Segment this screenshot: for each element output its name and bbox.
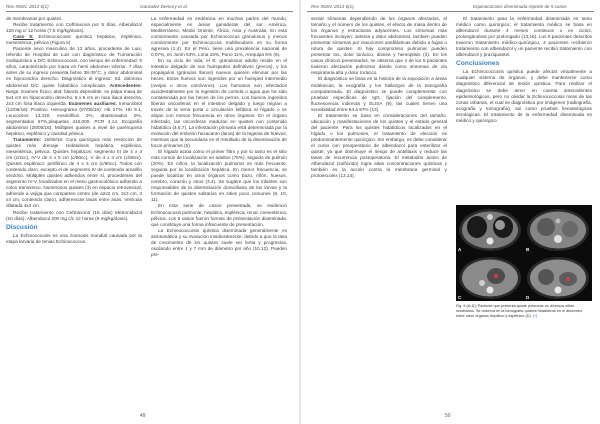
paragraph <box>6 46 142 137</box>
right-page <box>301 0 600 424</box>
paragraph: La Echinococosis es una zoonosis mundial causada por la etapa larvaria de tenias Echinococcus. <box>6 232 142 244</box>
ct-image-c[interactable] <box>456 253 524 301</box>
running-header-left: Rev INSN. 2013 6(1) <box>311 4 354 9</box>
ct-image-a[interactable] <box>456 205 524 253</box>
antecedentes-text: Niega. Examen físico: abd: blando depresible, se palpa masa de 5x4 cm en hipocondrio derecho, 6 x 5 cm en fosa iliaca derecha, 2x3 cm fosa iliaca izquierda. <box>6 88 142 106</box>
ct-image-grid <box>456 205 592 301</box>
running-header-title: Equinococosis diseminada reporte de 5 casos <box>473 4 567 9</box>
figure-label-a: A <box>458 247 462 252</box>
figure-label-c: C <box>458 295 462 300</box>
ct-image-d[interactable] <box>524 253 592 301</box>
paragraph: El tratamiento para la enfermedad diseminada es tanto médico como quirúrgico; el tratamiento médico se basa en albendazol durante 4 meses continuos o en ciclos, prolongándose por prolongado (13,16). Los 5 pacientes descritos tuvieron tratamiento médico-quirúrgico, 4 pacientes recibieron tratamiento con albendazol y un paciente recibió tratamiento con albendazol y praziquantel. <box>456 16 592 58</box>
paragraph: El hígado actúa como el primer filtro y por lo tanto es el sitio más común de localización en adultos (75%), seguido de pulmón (20%). En niños, la localización pulmonar es más frecuente, seguida por la localización hepática. En menor frecuencia, se puede localizar en otros órganos como bazo, riñón, huesos, cerebro, corazón y otros (3,4). Se sugiere que los infantes son responsables de la diseminación domiciliaria de las larvas y la formación de quistes solitarios en sitios poco comunes (8, 10, 11). <box>151 149 287 203</box>
case-description: Paciente sexo masculino de 13 años, procedente de Luis, referido de Hospital de Luis con diagnóstico de Tumoración multiquística a D/C Echinococosis, con tiempo de enfermedad: 9 años, caracterizado por masa en hemi abdomen inferior. 7 días antes de su ingreso presenta fiebre 38-39°C, y dolor abdominal en hipocondrio derecho. Diagnóstico al ingreso: Sd. doloroso abdominal D/C quiste hidatídico complicado. <box>6 46 142 88</box>
antecedentes-label: Antecedentes: <box>109 82 142 88</box>
paragraph: Recibe tratamiento con Ceftriaxona (16 días) Metronidazol (10 días), Albendazol 200 mg c/c 12 horas (9 mg/kg/dosis). <box>6 209 142 221</box>
running-header-left: Rev INSN. 2013 6(1) <box>6 4 49 9</box>
paragraph: En esta serie de casos presentada, se evidenció Echinococosis pulmonar, hepática, esplénica, renal, mesentérica, pélvica. Los 5 casos fueron formas de presentación diseminada, que constituye una forma infrecuente de presentación. <box>151 203 287 227</box>
section-heading-discusion: Discusión <box>6 223 38 231</box>
header-rule <box>6 11 293 12</box>
paragraph: de membranas por quistes. <box>6 16 63 21</box>
paragraph: La enfermedad es endémica en muchas partes del mundo, especialmente en áreas ganaderas del sur América, Mediterráneo, Medio Oriente, África, Asia y Australia. En esta comúnmente causada por Echinococcus granulosus y menos comúnmente por Echinococcus multilocularis en su forma agresiva (1,4). En el Perú, tiene una prevalencia nacional de 0,07%, en Junín 53%, Lima 15%, Puno 11%, Arequipa 5% (6). <box>151 16 287 58</box>
paragraph: La Echinococcosis quística diseminada generalmente es asintomática y su evolución insidiosamente, debido a que la tasa de crecimiento de los quistes suele ser lenta y progresiva, oscilando entre 1 y 7 mm de diámetro por año (10,12). Pueden pre- <box>151 227 287 257</box>
paragraph <box>6 137 142 210</box>
left-column-2 <box>151 16 287 258</box>
right-column-1 <box>311 16 447 179</box>
caption-link[interactable]: [+] <box>532 313 538 318</box>
paragraph: En su ciclo de vida, el E. granulosus adulto reside en el intestino delgado de sus huéspedes definitivos (perros), y los propágulos (gránulos llanos) nuevos quieren eliminar por las heces. Estos huevos son ingeridos por un huésped intermedio (ovejas u otros carnívoros). Los humanos son infectados accidentalmente por la ingestión de comida o agua que ha sido contaminada por las heces de los perros. Los huevos ingeridos liberan oncosferas en el intestino delgado y luego migran a través de la vena porta o circulación linfática al hígado o se alojan con menos frecuencia en otros órganos. En el órgano infectado, las oncosferas maduran en quistes con contenido hidatídico (4,5,7). La infestación primaria está determinada por la evolución del embrión hexacanto (larva) de la tegenia de huevos, mientras que la secundaria es el resultado de la diseminación de focos primarios (5). <box>151 58 287 148</box>
case-heading <box>6 34 142 46</box>
paragraph: El diagnóstico se basa en la historia de la exposición a áreas endémicas, la ecografía y los hallazgos de la tomografía computarizada. El diagnóstico se puede complementar con pruebas específicas de IgG, fijación del complemento, fluorescencia indirecta y ELISA (9), las cuales tienen una sensibilidad entre 64 a 97% (13). <box>311 76 447 112</box>
left-page <box>0 0 299 424</box>
page-number: 50 <box>445 413 451 419</box>
examenes-text: Inmunoblot (12/06/16): Positivo. Hemograma (07/06/16): Hb 27%, Hb 9.1, Leucocitos 13,320, eosinófilos 2%, abastonados 0%, segmentados 67%,plaquetas 416,000. PCR 4.14. Ecografía abdominal (28/05/16): Múltiples quistes a nivel de parénquima hepático, esplénico y cavidad pélvica. <box>6 100 142 136</box>
tratamiento-label: Tratamiento: <box>13 136 42 142</box>
ct-image-b[interactable] <box>524 205 592 253</box>
right-column-2 <box>456 16 592 124</box>
paragraph: La Echinococcosis quística puede afectar virtualmente a cualquier sistema de órganos, y debe mantenerse como diagnóstico diferencial de lesión quística. Para realizar el diagnóstico se debe tener en cuenta antecedentes epidemiológicos, pero no olvidar la Echinococcosis raras de las zonas urbanas, el cual se diagnóstica por imágenes (radiografía, ecografía y tomografía), así como pruebas hematológicas serológicas. El tratamiento de la enfermedad diseminada es médico y quirúrgico. <box>456 69 592 123</box>
section-heading-conclusiones: Conclusiones <box>456 60 500 68</box>
examenes-label: Exámenes auxiliares: <box>68 100 117 106</box>
case-label: Caso 5: <box>13 34 34 40</box>
figure-caption <box>456 304 592 318</box>
figure-5 <box>456 205 592 318</box>
caption-text: Fig. 5 (A-D): Paciente que presenta quiste pulmonar en diversos sitios mostrados. Se observa en la tomografía quistes hidatídicos en el abdomen, entre otros órganos hepático y esplénico (D). <box>456 304 584 318</box>
paragraph: sentar síntomas dependiendo de los órganos afectados, el tamaño y el número de los quistes, el efecto de masa dentro de los órganos y estructuras adyacentes. Los síntomas más frecuentes incluyen: astenia y dolor abdominal, también pueden presentar síntomas por reacciones anafilácticas debido a fugas o rotura de quistes. Si hay compromiso pulmonar pueden presentar tos, dolor torácico, disnea y hemoptisis (3). En los casos clínicos presentados, se observa que 4 de los 5 pacientes tuvieron afectación pulmonar dando como síntomas de vía respiratoria alta y dolor torácico. <box>311 16 447 76</box>
tratamiento-text: 16/06/16: Cura quirúrgica más resección de quistes más drenaje. Hidatidosis hepática, esplénica, mesentérica, pélvica. Quistes hepáticos: segmento III de 4 x 4 cm (c/2cc), IV-V de 4 x 5 cm (c/80cc), V de 4 x 3 cm (c/80cc). Quistes esplénico: periférico de 4 x 4 cm (c/80cc). Todos con contenido claro, excepto el de segmento IV de contenido amarillo verdoso. Múltiples quistes adheridos entre sí, procedentes del segmento IV-V, localizados en el meso gastrocolónico adherido a colon transverso: Numerosos quistes (3) en espacio retrovesical, adherido a vejiga que comparten centro (de a2x2 cm, 3x3 cm, 3 x4 cm, contenido claro), adherencias laxas entre asas. Vesícula dilatada 4x3 cm. <box>6 136 142 209</box>
running-header-title: Gonzalez Demory et al <box>140 4 187 9</box>
paragraph: Recibe tratamiento con Ceftriaxona por 5 días, Albendazol 120 mg c/ 12 horas (7,5 mg/kg/dosis). <box>6 22 142 34</box>
paragraph: El tratamiento se basa en consideraciones del tamaño, ubicación y manifestaciones de los quistes y el estado general del paciente. Para los quistes hidatídicos localizados en el hígado o los pulmones, el tratamiento de elección es predominantemente quirúrgico. Sin embargo, es debe considerar el curso con preoperatorio de albendazol para esterilizar el quiste, ya que disminuye el riesgo de anafilaxis y reduce las tasas de recurrencia postoperatoria. El metabolito activo de Albendazol (sulfóxido) logra altas concentraciones quísticas y también es la acción contra la membrana germinal y protoescolex (13,14). <box>311 112 447 179</box>
page-number: 49 <box>140 413 146 419</box>
left-column-1 <box>6 16 142 245</box>
figure-label-b: B <box>526 247 530 252</box>
figure-label-d: D <box>526 295 530 300</box>
case-title: Echinococcosis quística hepática, esplénica, mesentérica, pélvica (Figura 5) <box>6 34 142 46</box>
header-rule <box>307 11 594 12</box>
